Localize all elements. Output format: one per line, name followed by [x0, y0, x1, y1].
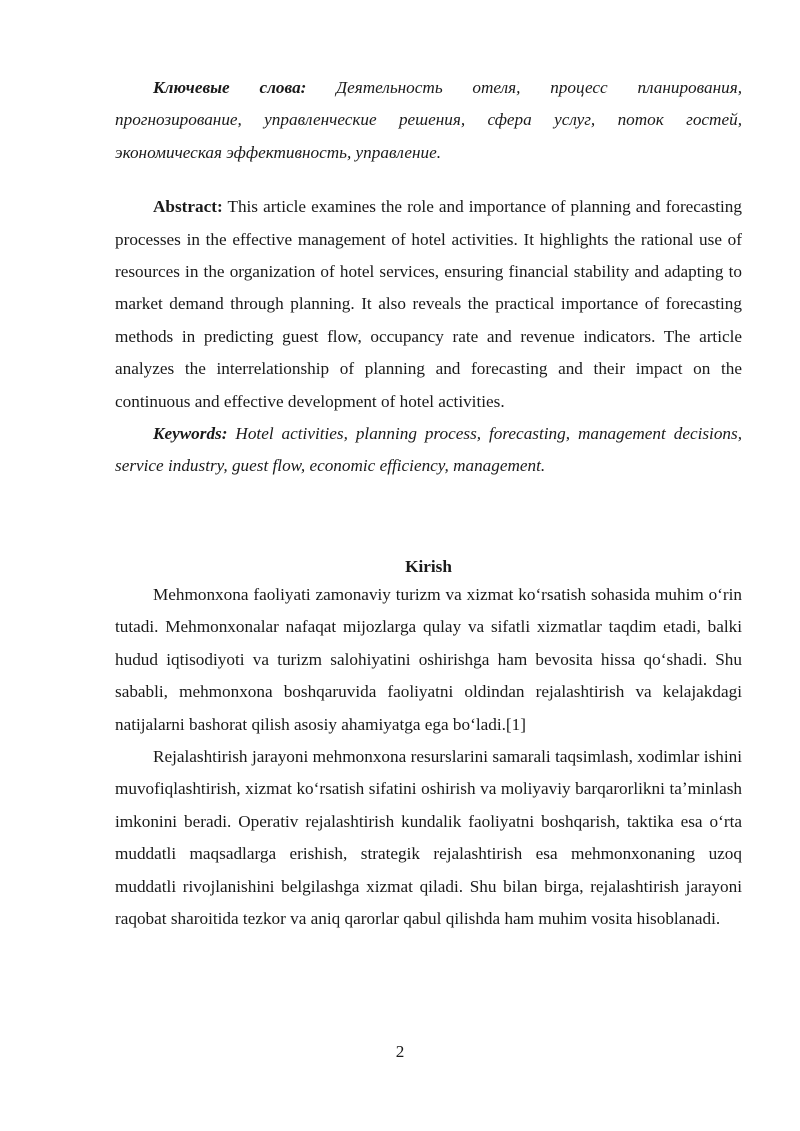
page-content [115, 72, 742, 935]
keywords-ru-paragraph [115, 72, 742, 169]
keywords-en-label: Keywords: [153, 424, 228, 444]
page-number: 2 [395, 1042, 405, 1061]
keywords-ru-label: Ключевые слова: [153, 78, 307, 97]
abstract-paragraph [115, 191, 742, 418]
abstract-text: This article examines the role and importance of planning and forecasting processes in the effective management of hotel activities. It highlights the rational use of resources in the organization of hotel services, ensuring financial stability and adapting to market demand through planning. It also reveals the practical importance of forecasting methods in predicting guest flow, occupancy rate and revenue indicators. The article analyzes the interrelationship of planning and forecasting and their impact on the continuous and effective development of hotel activities. [115, 197, 742, 411]
abstract-label: Abstract: [153, 197, 223, 217]
keywords-en-text: Hotel activities, planning process, forecasting, management decisions, service industry, guest flow, economic efficiency, management. [115, 424, 742, 476]
keywords-en-paragraph [115, 418, 742, 483]
section-heading: Kirish [405, 556, 452, 576]
body-paragraph-1: Mehmonxona faoliyati zamonaviy turizm va xizmat koʻrsatish sohasida muhim oʻrin tutadi. Mehmonxonalar nafaqat mijozlarga qulay va sifatli xizmatlar taqdim etadi, balki hudud iqtisodiyoti va turizm salohiyatini oshirishga ham bevosita hissa qoʻshadi. Shu sababli, mehmonxona boshqaruvida faoliyatni oldindan rejalashtirish va kelajakdagi natijalarni bashorat qilish asosiy ahamiyatga ega boʻladi.[1] [115, 584, 742, 734]
keywords-ru-text: Деятельность отеля, процесс планирования, прогнозирование, управленческие решения, сфера услуг, поток гостей, экономическая эффективность, управление. [115, 78, 742, 162]
body-paragraph-2: Rejalashtirish jarayoni mehmonxona resurslarini samarali taqsimlash, xodimlar ishini muvofiqlashtirish, xizmat koʻrsatish sifatini oshirish va moliyaviy barqarorlikni taʼminlash imkonini beradi. Operativ rejalashtirish kundalik faoliyatni boshqarish, taktika esa oʻrta muddatli maqsadlarga erishish, strategik rejalashtirish esa mehmonxonaning uzoq muddatli rivojlanishini belgilashga xizmat qiladi. Shu bilan birga, rejalashtirish jarayoni raqobat sharoitida tezkor va aniq qarorlar qabul qilishda ham muhim vosita hisoblanadi. [115, 746, 742, 928]
